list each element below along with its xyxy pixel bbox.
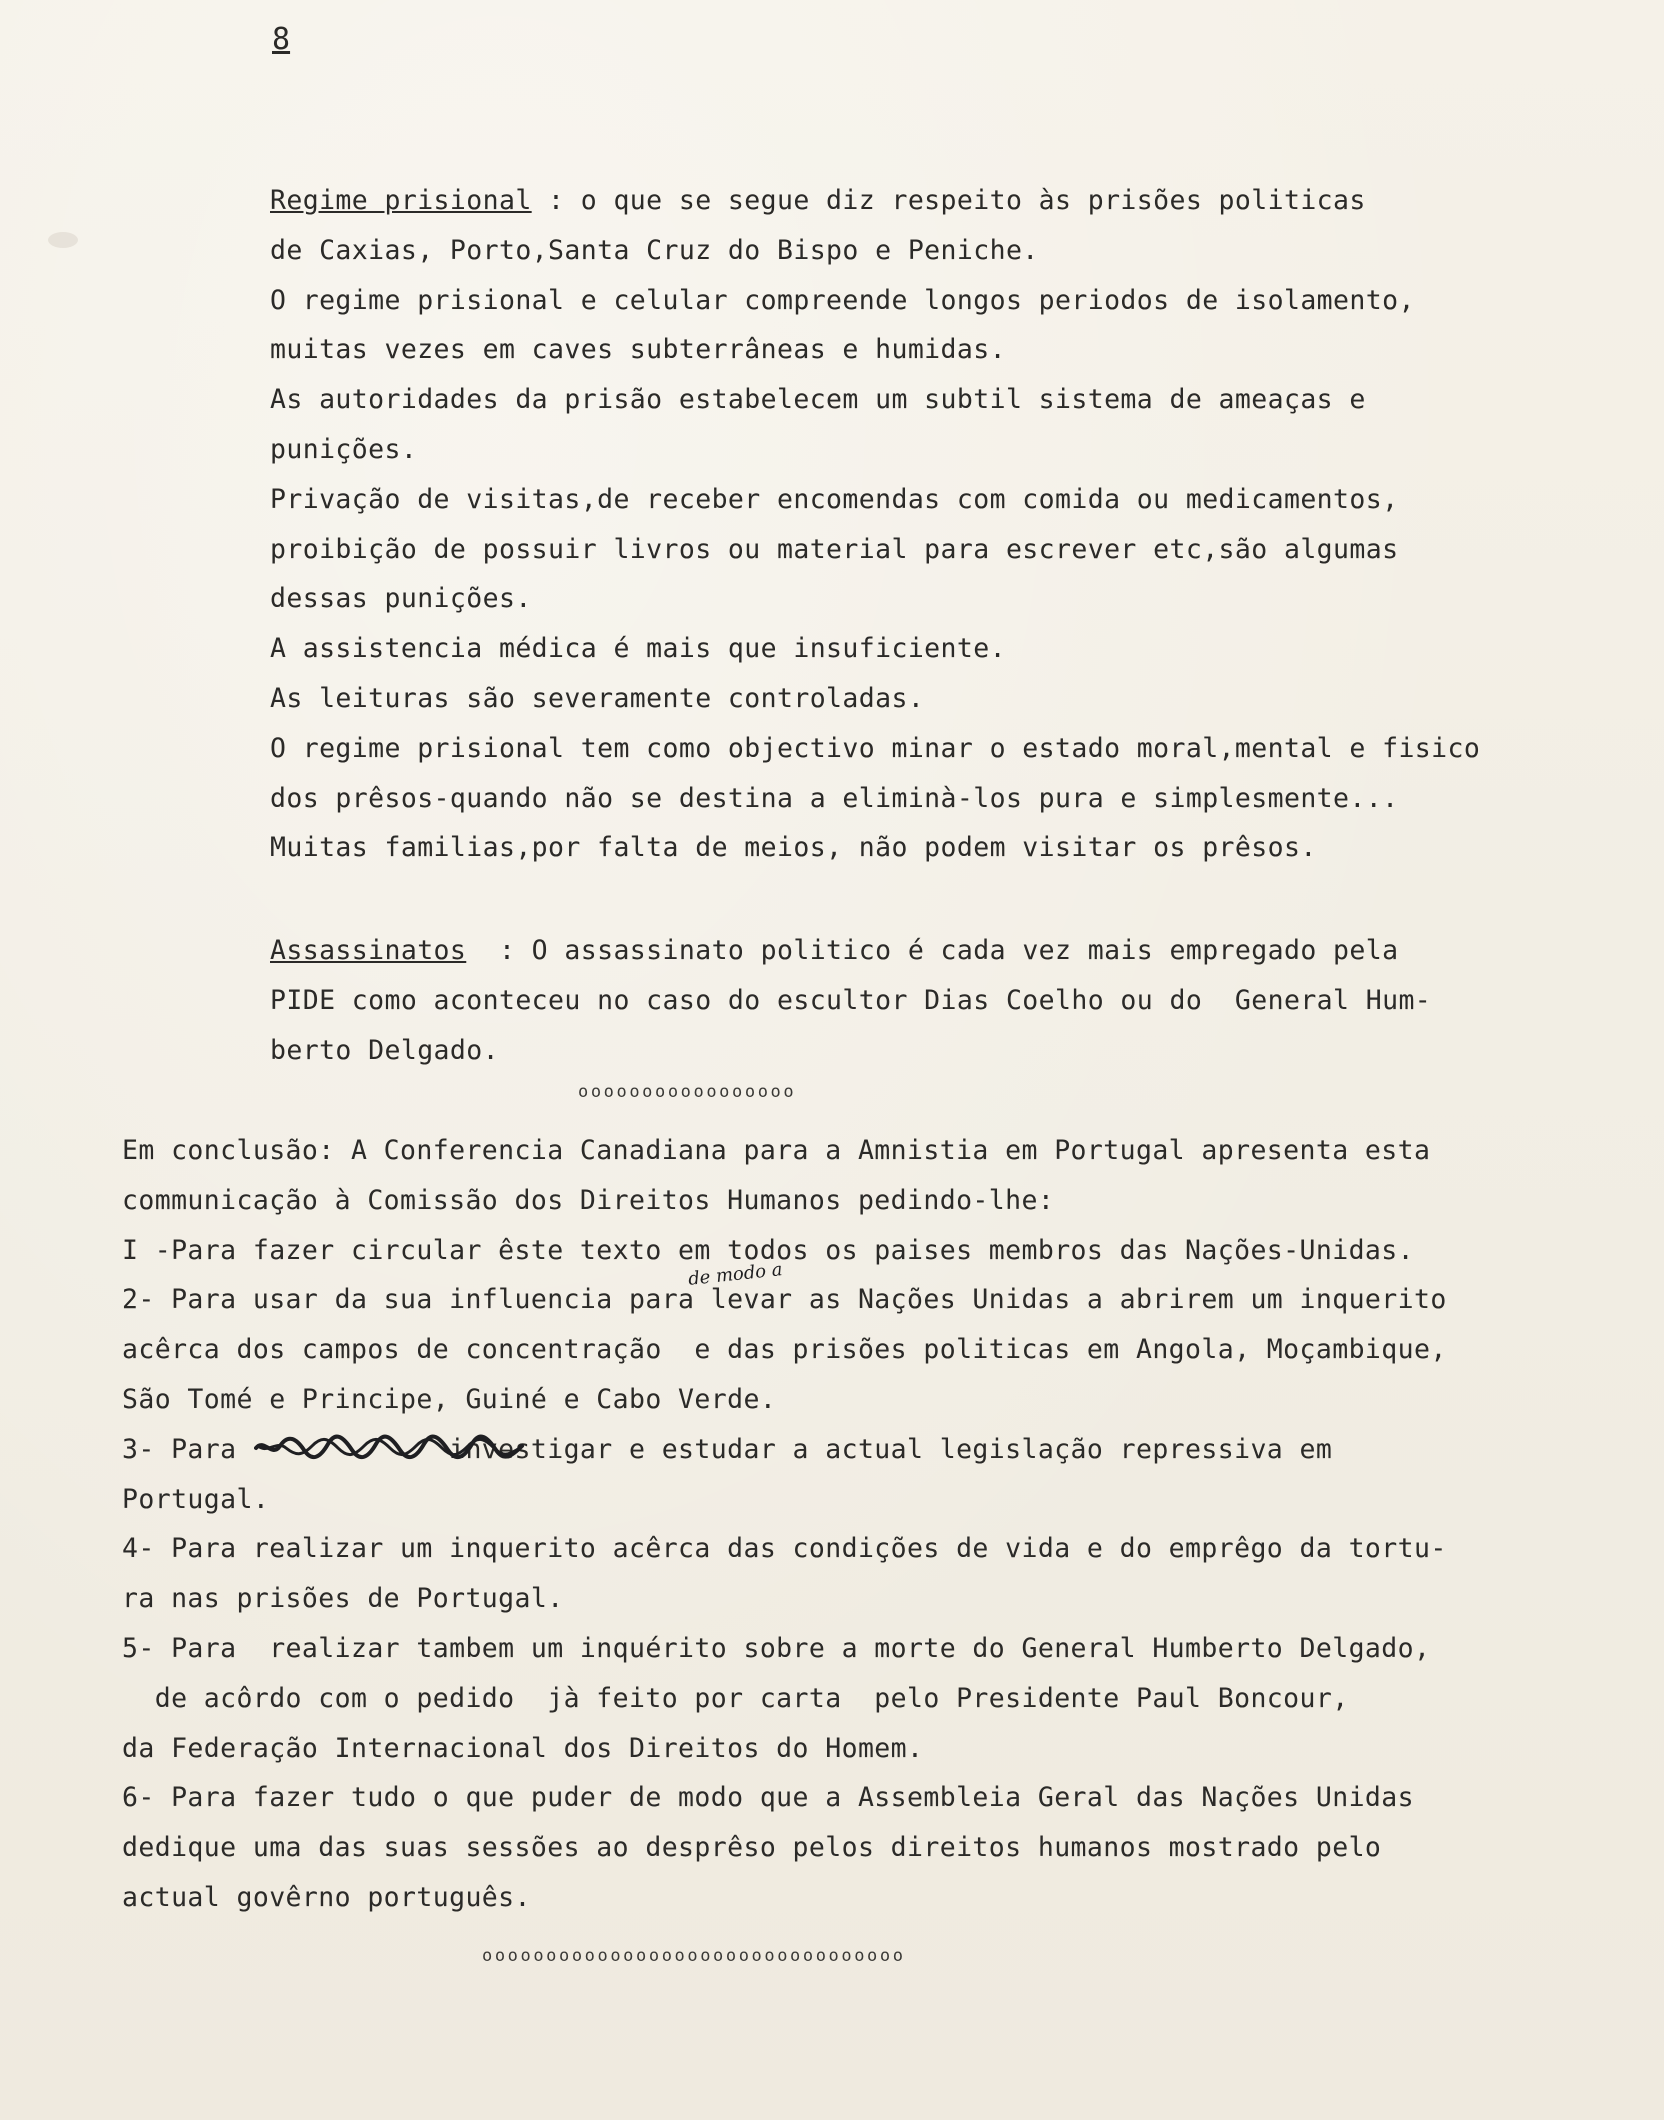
paragraph-line: de Caxias, Porto,Santa Cruz do Bispo e Peniche. [270,234,1039,266]
page-number: 8 [272,22,291,57]
paragraph-line: As autoridades da prisão estabelecem um subtil sistema de ameaças e [270,384,1366,416]
conclusion-line: 6- Para fazer tudo o que puder de modo que a Assembleia Geral das Nações Unidas [122,1782,1414,1814]
conclusion-line: 2- Para usar da sua influencia para levar as Nações Unidas a abrirem um inquerito [122,1284,1447,1316]
section-line-heading [270,176,1640,226]
conclusion-line: 3- Para investigar e estudar a actual legislação repressiva em [122,1433,1333,1465]
conclusion-line: da Federação Internacional dos Direitos do Homem. [122,1732,924,1764]
paper-mark [48,232,78,248]
section-line-heading [270,926,1640,976]
paragraph-line: berto Delgado. [270,1034,499,1066]
crossed-out-scribble [254,1434,526,1460]
separator-dots: ooooooooooooooooo [578,1082,797,1102]
paragraph-line: dos prêsos-quando não se destina a eliminà-los pura e simplesmente... [270,782,1399,814]
heading-rest: : O assassinato politico é cada vez mais empregado pela [466,935,1399,966]
paragraph-line: O regime prisional e celular compreende longos periodos de isolamento, [270,284,1415,316]
paragraph-line: PIDE como aconteceu no caso do escultor Dias Coelho ou do General Hum- [270,984,1432,1016]
section-assassinatos [270,926,1640,1075]
heading-rest: : o que se segue diz respeito às prisões politicas [531,185,1366,216]
paragraph-line: punições. [270,433,418,465]
paragraph-line: muitas vezes em caves subterrâneas e humidas. [270,334,1006,366]
conclusion-line: ra nas prisões de Portugal. [122,1583,564,1615]
separator-dots: ooooooooooooooooooooooooooooooooo [482,1946,906,1966]
section-heading: Regime prisional [270,185,532,216]
conclusion-line: São Tomé e Principe, Guiné e Cabo Verde. [122,1383,777,1415]
conclusion-line: communicação à Comissão dos Direitos Humanos pedindo-lhe: [122,1184,1055,1216]
conclusion-line: dedique uma das suas sessões ao desprêso pelos direitos humanos mostrado pelo [122,1832,1382,1864]
conclusion-line: acêrca dos campos de concentração e das prisões politicas em Angola, Moçambique, [122,1334,1447,1366]
section-regime-prisional [270,176,1640,873]
conclusion-line: 5- Para realizar tambem um inquérito sobre a morte do General Humberto Delgado, [122,1632,1431,1664]
conclusion-line: I -Para fazer circular êste texto em todos os paises membros das Nações-Unidas. [122,1234,1414,1266]
paragraph-line: Privação de visitas,de receber encomendas com comida ou medicamentos, [270,483,1399,515]
paragraph-line: O regime prisional tem como objectivo minar o estado moral,mental e fisico [270,732,1481,764]
paragraph-line: proibição de possuir livros ou material para escrever etc,são algumas [270,533,1399,565]
conclusion-line: Portugal. [122,1483,270,1515]
section-heading: Assassinatos [270,935,467,966]
handwritten-annotation: de modo a [687,1259,784,1290]
conclusion-line: Em conclusão: A Conferencia Canadiana para a Amnistia em Portugal apresenta esta [122,1135,1431,1166]
paragraph-line: As leituras são severamente controladas. [270,682,925,714]
paragraph-line: Muitas familias,por falta de meios, não podem visitar os prêsos. [270,832,1317,864]
conclusion-section [122,1126,1642,1923]
paragraph-line: A assistencia médica é mais que insuficiente. [270,633,1006,665]
conclusion-line: de acôrdo com o pedido jà feito por carta pelo Presidente Paul Boncour, [122,1682,1349,1714]
conclusion-line: 4- Para realizar um inquerito acêrca das condições de vida e do emprêgo da tortu- [122,1533,1447,1565]
paragraph-line: dessas punições. [270,583,532,615]
conclusion-line: actual govêrno português. [122,1881,531,1913]
